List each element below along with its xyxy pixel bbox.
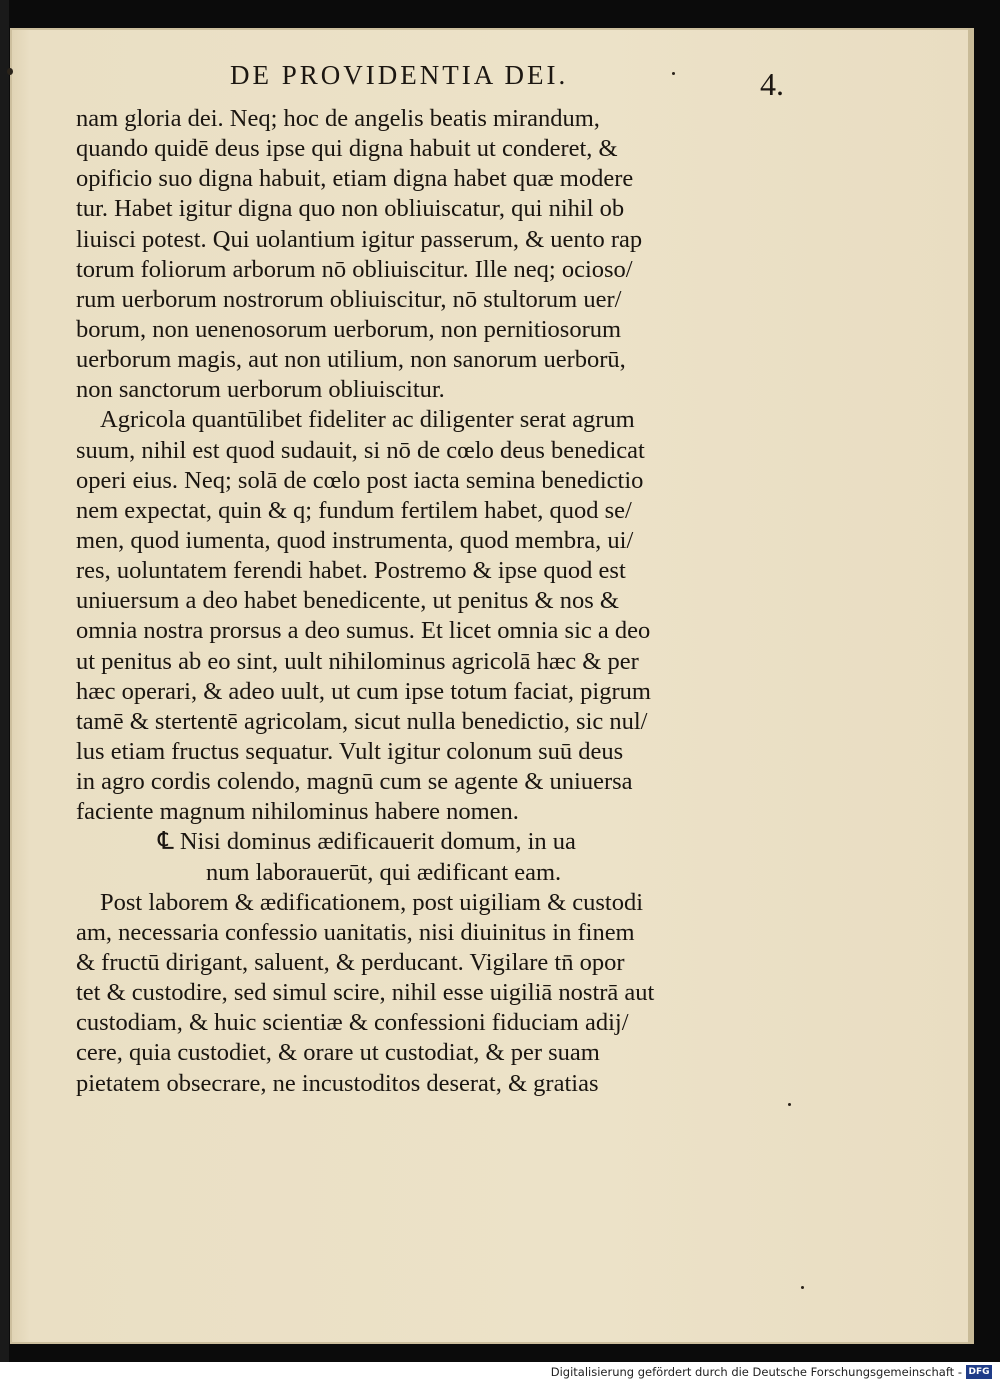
text-line: suum, nihil est quod sudauit, si nō de cœlo deus benedicat (76, 436, 645, 464)
text-line: lus etiam fructus sequatur. Vult igitur colonum suū deus (76, 737, 624, 765)
text-line: tet & custodire, sed simul scire, nihil esse uigiliā nostrā aut (76, 979, 655, 1007)
text-line: in agro cordis colendo, magnū cum se agente & uniuersa (76, 768, 633, 796)
text-line: tamē & stertentē agricolam, sicut nulla benedictio, sic nul/ (76, 707, 648, 735)
text-line: ℄ Nisi dominus ædificauerit domum, in ua (158, 828, 576, 856)
digitization-footer (0, 1362, 1000, 1383)
text-line: Agricola quantūlibet fideliter ac diligenter serat agrum (100, 406, 635, 434)
text-line: faciente magnum nihilominus habere nomen. (76, 798, 519, 826)
ink-speck (672, 72, 675, 75)
text-line: Post laborem & ædificationem, post uigiliam & custodi (100, 888, 644, 916)
text-line: operi eius. Neq; solā de cœlo post iacta semina benedictio (76, 466, 644, 494)
running-head: DE PROVIDENTIA DEI. (230, 60, 569, 90)
text-line: pietatem obsecrare, ne incustoditos deserat, & gratias (76, 1069, 599, 1097)
text-line: torum foliorum arborum nō obliuiscitur. Ille neq; ocioso/ (76, 255, 633, 283)
text-line: borum, non uenenosorum uerborum, non pernitiosorum (76, 315, 622, 343)
text-line: cere, quia custodiet, & orare ut custodiat, & per suam (76, 1039, 600, 1067)
ink-speck (7, 68, 13, 75)
text-line: uniuersum a deo habet benedicente, ut penitus & nos & (76, 587, 619, 615)
text-line: omnia nostra prorsus a deo sumus. Et licet omnia sic a deo (76, 617, 651, 645)
text-line: num laborauerūt, qui ædificant eam. (206, 858, 562, 886)
text-line: ut penitus ab eo sint, uult nihilominus agricolā hæc & per (76, 647, 639, 675)
text-line: & fructū dirigant, saluent, & perducant. Vigilare tn̄ opor (76, 948, 625, 976)
text-line: hæc operari, & adeo uult, ut cum ipse totum faciat, pigrum (76, 677, 651, 705)
text-line: uerborum magis, aut non utilium, non sanorum uerborū, (76, 346, 626, 374)
text-line: quando quidē deus ipse qui digna habuit ut conderet, & (76, 135, 618, 163)
text-line: tur. Habet igitur digna quo non obliuiscatur, qui nihil ob (76, 195, 625, 223)
text-line: rum uerborum nostrorum obliuiscitur, nō stultorum uer/ (76, 285, 622, 313)
text-line: nam gloria dei. Neq; hoc de angelis beatis mirandum, (76, 105, 600, 132)
page-number: 4. (760, 66, 784, 102)
scan-left-strip (0, 0, 9, 1362)
text-line: nem expectat, quin & q; fundum fertilem habet, quod se/ (76, 496, 632, 524)
page-edge (968, 28, 974, 1344)
dfg-logo: DFG (966, 1365, 992, 1379)
ink-speck (801, 1286, 804, 1289)
funding-credit: Digitalisierung gefördert durch die Deutsche Forschungsgemeinschaft - (550, 1365, 962, 1379)
text-line: liuisci potest. Qui uolantium igitur passerum, & uento rap (76, 225, 643, 253)
text-line: opificio suo digna habuit, etiam digna habet quæ modere (76, 165, 634, 193)
body-text (76, 104, 746, 1099)
text-line: am, necessaria confessio uanitatis, nisi diuinitus in finem (76, 918, 635, 946)
text-line: non sanctorum uerborum obliuiscitur. (76, 376, 445, 404)
text-line: res, uoluntatem ferendi habet. Postremo & ipse quod est (76, 557, 626, 585)
text-line: men, quod iumenta, quod instrumenta, quod membra, ui/ (76, 526, 634, 554)
ink-speck (788, 1103, 791, 1106)
text-line: custodiam, & huic scientiæ & confessioni fiduciam adij/ (76, 1009, 629, 1037)
